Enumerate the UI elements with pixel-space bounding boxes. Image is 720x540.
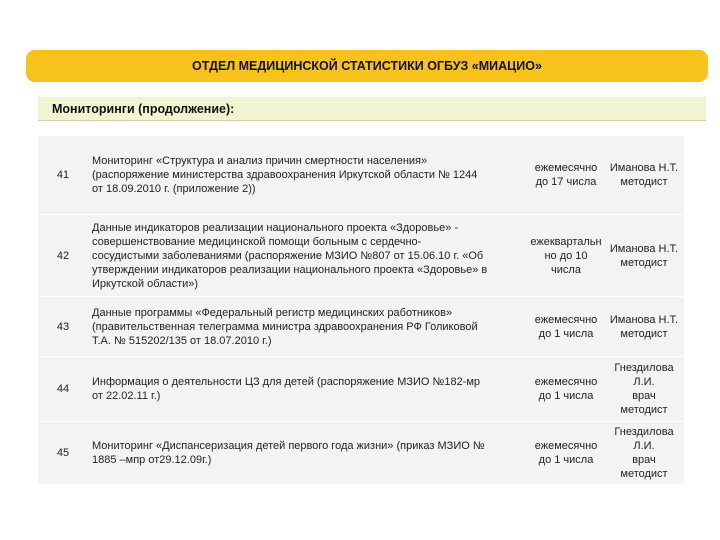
period-line: ежемесячно xyxy=(534,313,598,326)
description-line: Мониторинг «Диспансеризация детей первого года жизни» (приказ МЗИО № xyxy=(92,440,485,452)
row-period xyxy=(528,357,604,421)
table-row xyxy=(38,422,684,485)
table-row xyxy=(38,297,684,357)
period-line: до 1 числа xyxy=(538,454,594,466)
table-row xyxy=(38,357,684,422)
responsible-line: методист xyxy=(620,256,668,269)
description-line: от 18.09.2010 г. (приложение 2)) xyxy=(92,183,256,195)
page-title-banner xyxy=(26,50,708,82)
description-line: утверждении индикаторов реализации национального проекта «Здоровье» в xyxy=(92,263,488,276)
responsible-line: Иманова Н.Т. xyxy=(609,313,679,326)
period-line: ежемесячно xyxy=(534,376,598,388)
responsible-line: Иманова Н.Т. xyxy=(609,162,679,174)
row-description xyxy=(88,297,528,356)
responsible-line: Гнездилова xyxy=(614,362,674,374)
row-number: 45 xyxy=(56,447,70,459)
responsible-line: Л.И. xyxy=(633,376,655,388)
table-row xyxy=(38,136,684,215)
row-description xyxy=(88,136,528,214)
row-responsible xyxy=(604,215,684,296)
row-period xyxy=(528,422,604,484)
row-number: 44 xyxy=(56,383,70,395)
period-line: но до 10 xyxy=(544,249,588,262)
description-line: Т.А. № 515202/135 от 18.07.2010 г.) xyxy=(92,334,272,347)
row-responsible xyxy=(604,422,684,484)
period-line: ежеквартальн xyxy=(530,235,602,248)
row-description xyxy=(88,422,528,484)
row-period xyxy=(528,215,604,296)
description-line: от 22.02.11 г.) xyxy=(92,390,161,402)
row-responsible xyxy=(604,297,684,356)
responsible-line: Л.И. xyxy=(633,440,655,452)
section-subtitle: Мониторинги (продолжение): xyxy=(52,101,235,116)
table-row xyxy=(38,215,684,297)
period-line: числа xyxy=(551,263,581,276)
period-line: ежемесячно xyxy=(534,162,598,174)
responsible-line: методист xyxy=(620,176,668,188)
period-line: ежемесячно xyxy=(534,440,598,452)
description-line: Данные индикаторов реализации национального проекта «Здоровье» - xyxy=(92,221,459,234)
row-description xyxy=(88,215,528,296)
row-responsible xyxy=(604,357,684,421)
description-line: совершенствование медицинской помощи больным с сердечно- xyxy=(92,235,422,248)
description-line: (распоряжение министерства здравоохранения Иркутской области № 1244 xyxy=(92,169,478,181)
description-line: сосудистыми заболеваниями (распоряжение МЗИО №807 от 15.06.10 г. «Об xyxy=(92,249,484,262)
responsible-line: методист xyxy=(620,404,668,416)
row-period xyxy=(528,136,604,214)
responsible-line: врач xyxy=(632,454,656,466)
page-title: ОТДЕЛ МЕДИЦИНСКОЙ СТАТИСТИКИ ОГБУЗ «МИАЦИО» xyxy=(192,59,542,73)
row-responsible xyxy=(604,136,684,214)
responsible-line: Гнездилова xyxy=(614,426,674,438)
description-line: Мониторинг «Структура и анализ причин смертности населения» xyxy=(92,155,428,167)
description-line: 1885 –мпр от29.12.09г.) xyxy=(92,454,212,466)
responsible-line: Иманова Н.Т. xyxy=(609,242,679,255)
section-subtitle-banner xyxy=(38,97,706,121)
description-line: Данные программы «Федеральный регистр медицинских работников» xyxy=(92,306,453,319)
row-period xyxy=(528,297,604,356)
row-number: 42 xyxy=(56,249,70,262)
row-number: 41 xyxy=(56,169,70,181)
responsible-line: методист xyxy=(620,468,668,480)
description-line: (правительственная телеграмма министра здравоохранения РФ Голиковой xyxy=(92,320,478,333)
period-line: до 17 числа xyxy=(535,176,597,188)
period-line: до 1 числа xyxy=(538,390,594,402)
row-number: 43 xyxy=(56,320,70,333)
description-line: Иркутской области») xyxy=(92,277,199,290)
description-line: Информация о деятельности ЦЗ для детей (распоряжение МЗИО №182-мр xyxy=(92,376,481,388)
period-line: до 1 числа xyxy=(538,327,594,340)
responsible-line: врач xyxy=(632,390,656,402)
responsible-line: методист xyxy=(620,327,668,340)
monitoring-table xyxy=(38,136,684,485)
row-description xyxy=(88,357,528,421)
